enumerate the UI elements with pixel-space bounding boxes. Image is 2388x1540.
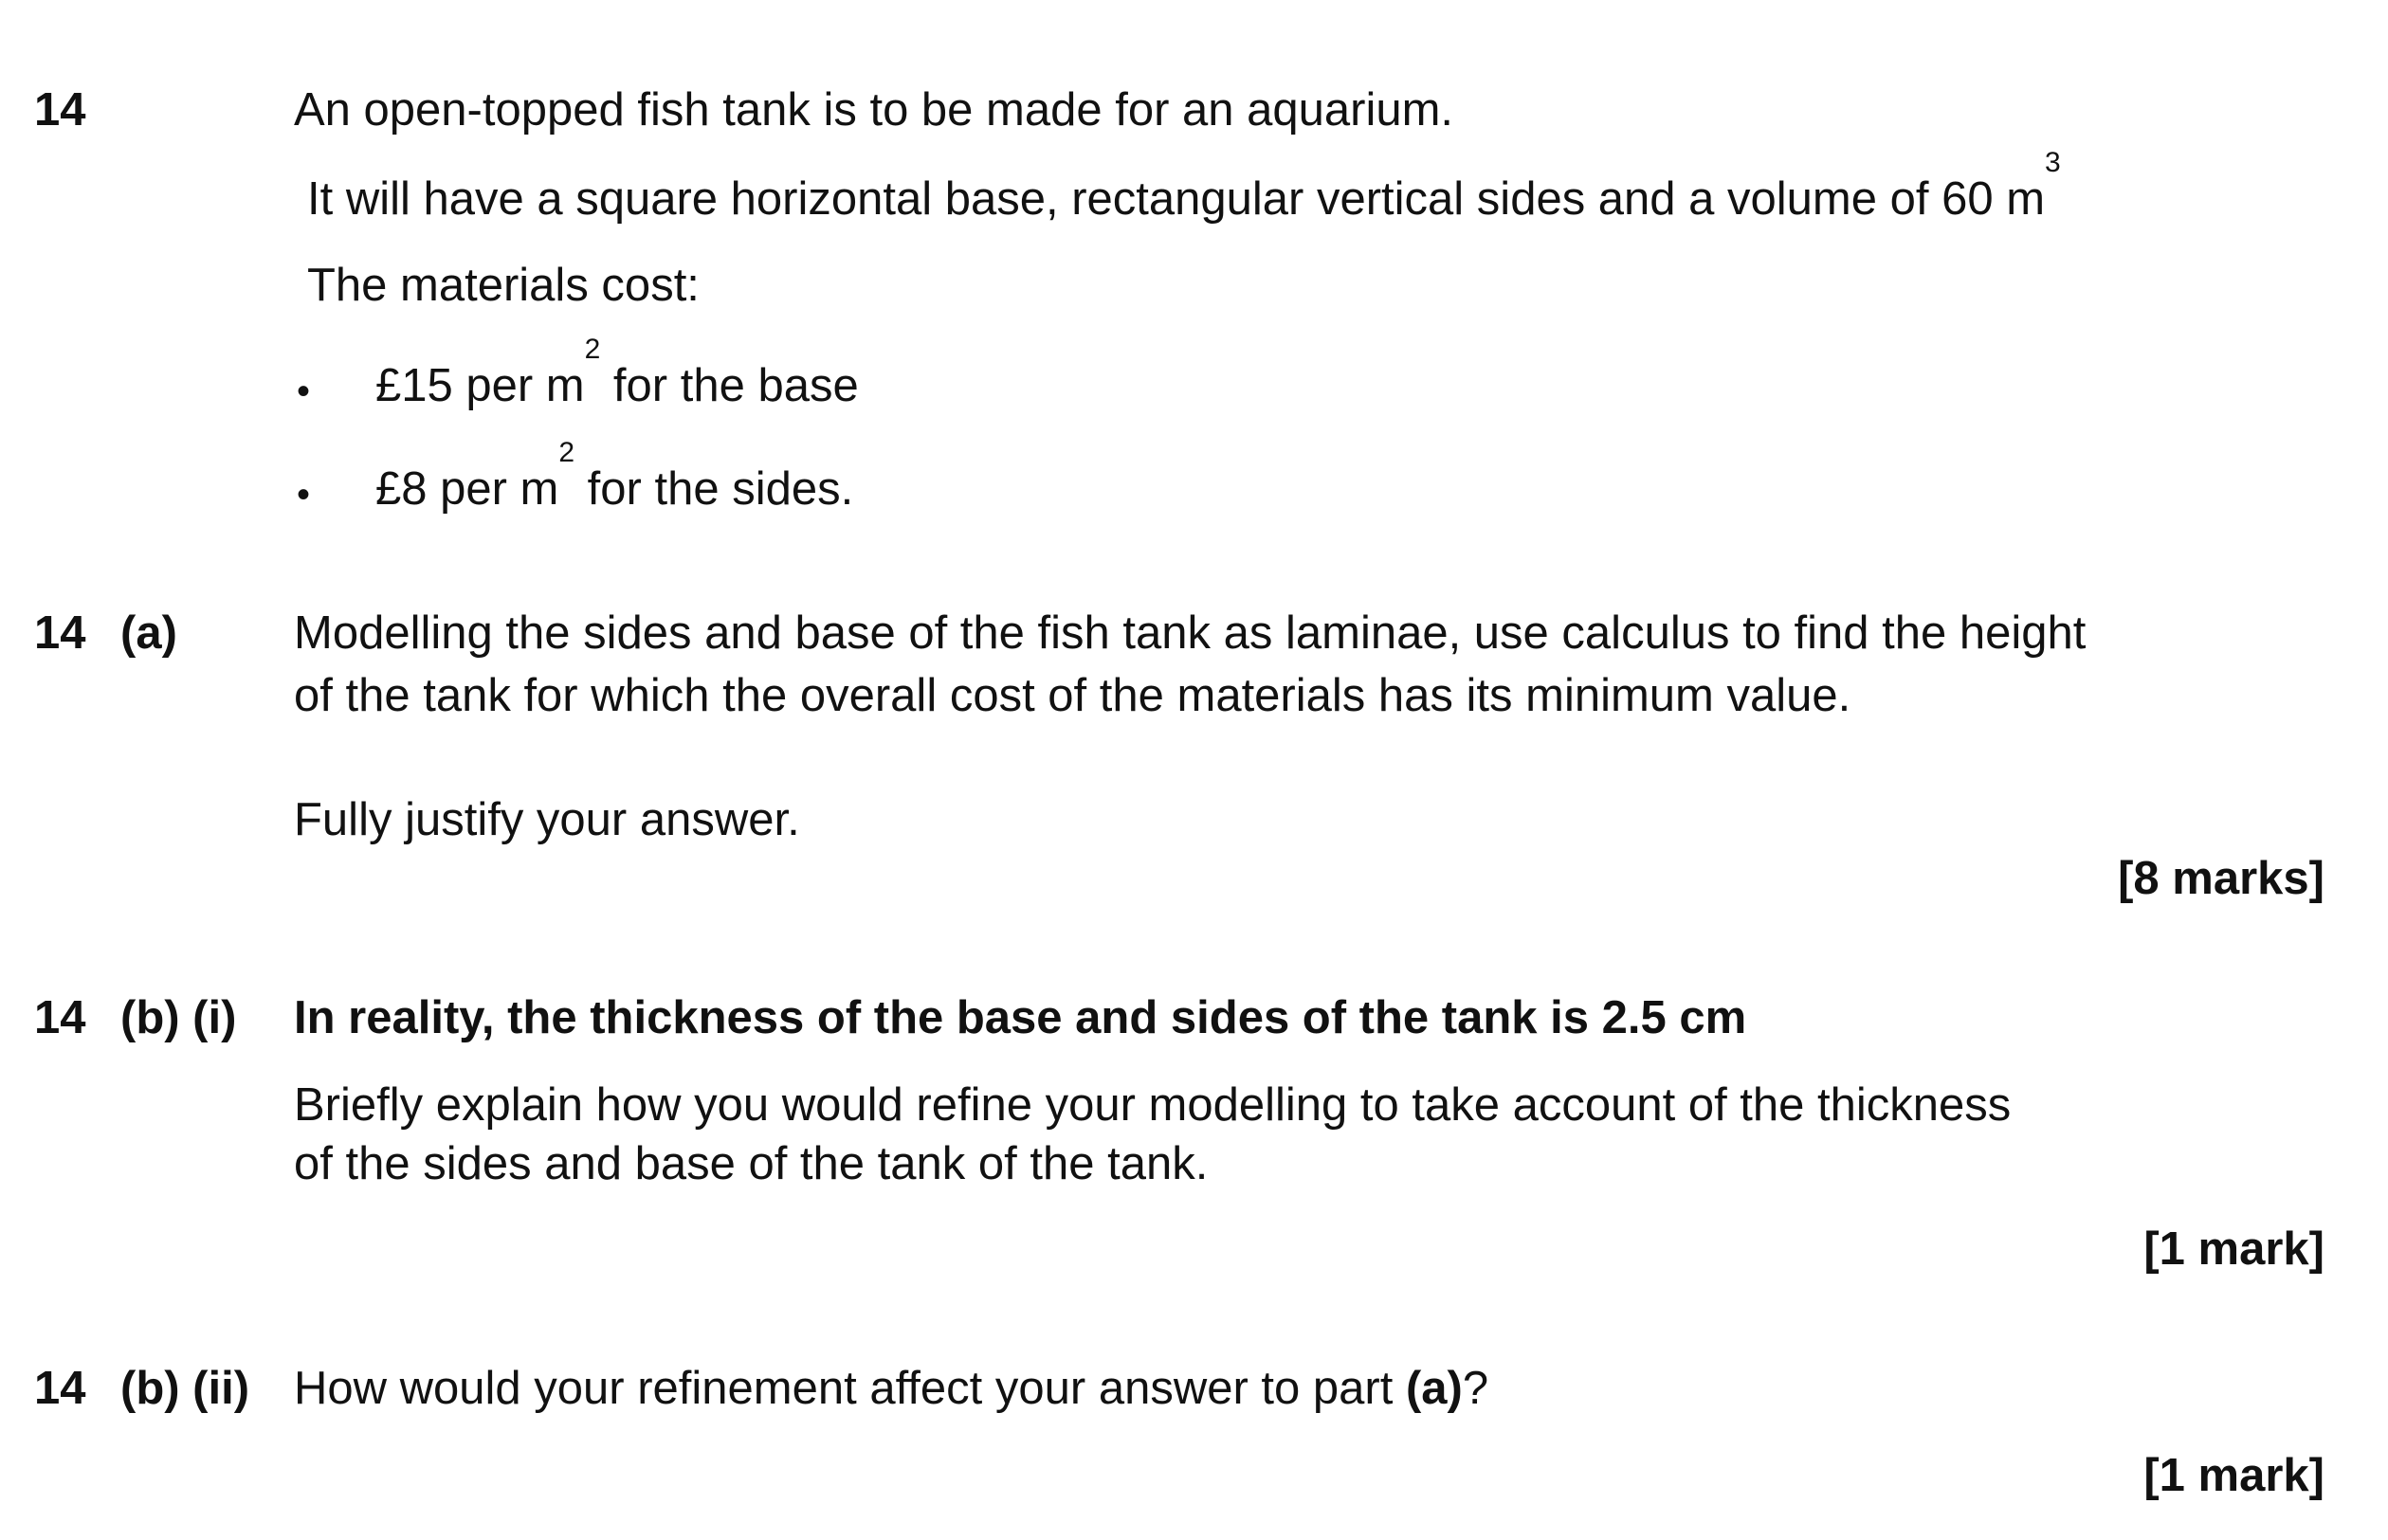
cost-base-pre: £15 per m — [375, 360, 585, 411]
intro-line-2 — [307, 147, 2061, 225]
part-b-i-marks: [1 mark] — [2143, 1223, 2324, 1275]
volume-unit-superscript: 3 — [2045, 147, 2061, 178]
part-b-ii-reference: (a) — [1405, 1363, 1463, 1414]
cost-sides-pre: £8 per m — [375, 463, 559, 515]
bullet-point-2: • — [297, 474, 311, 516]
part-b-ii-text — [294, 1363, 1489, 1414]
part-b-ii-text-pre: How would your refinement affect your answer to part — [294, 1363, 1406, 1414]
cost-sides-superscript: 2 — [558, 437, 575, 468]
part-a-label: (a) — [120, 607, 177, 659]
part-b-ii-text-post: ? — [1462, 1363, 1489, 1414]
question-number: 14 — [34, 84, 86, 136]
intro-line-1: An open-topped fish tank is to be made for an aquarium. — [294, 84, 1454, 136]
part-a-marks: [8 marks] — [2118, 853, 2324, 904]
cost-base-post: for the base — [600, 360, 859, 411]
part-a-line-1: Modelling the sides and base of the fish tank as laminae, use calculus to find the height — [294, 607, 2087, 659]
part-b-i-line-3: of the sides and base of the tank of the tank. — [294, 1138, 1209, 1189]
part-b-ii-number: 14 — [34, 1363, 86, 1414]
part-b-i-label: (b) (i) — [120, 992, 237, 1043]
intro-line-2-text: It will have a square horizontal base, rectangular vertical sides and a volume of 60 m — [307, 173, 2046, 225]
part-b-ii-label: (b) (ii) — [120, 1363, 250, 1414]
cost-sides-post: for the sides. — [574, 463, 854, 515]
part-b-i-number: 14 — [34, 992, 86, 1043]
cost-item-base — [375, 334, 859, 411]
part-a-line-3: Fully justify your answer. — [294, 794, 800, 845]
bullet-point-1: • — [297, 371, 311, 412]
part-b-i-line-2: Briefly explain how you would refine your modelling to take account of the thickness — [294, 1079, 2012, 1131]
part-a-line-2: of the tank for which the overall cost of the materials has its minimum value. — [294, 670, 1851, 721]
intro-line-3: The materials cost: — [307, 260, 700, 311]
cost-item-sides — [375, 437, 854, 515]
part-a-number: 14 — [34, 607, 86, 659]
part-b-i-line-1: In reality, the thickness of the base and sides of the tank is 2.5 cm — [294, 992, 1747, 1043]
part-b-ii-marks: [1 mark] — [2143, 1450, 2324, 1501]
cost-base-superscript: 2 — [584, 334, 601, 365]
